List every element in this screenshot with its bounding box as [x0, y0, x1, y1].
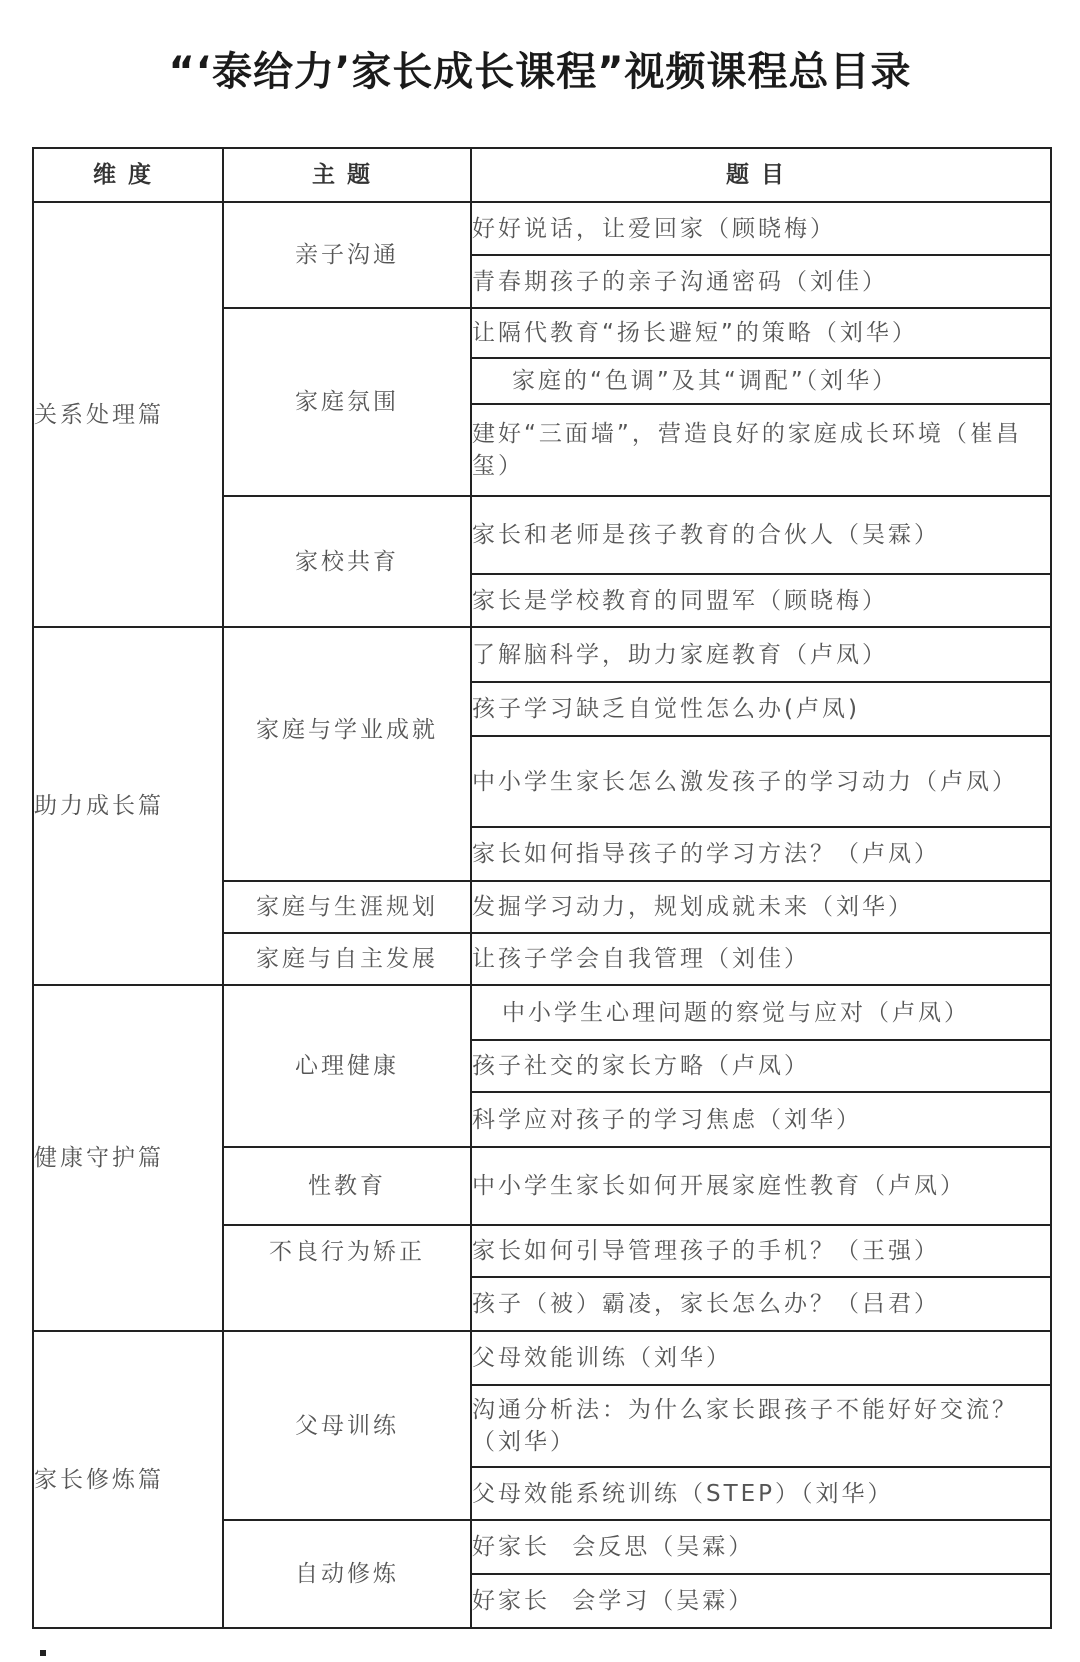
table-row — [33, 1331, 1051, 1385]
table-row — [33, 202, 1051, 255]
topic-cell: 亲子沟通 — [223, 202, 471, 308]
item-cell: 父母效能训练（刘华） — [471, 1331, 1051, 1385]
item-cell: 家长如何引导管理孩子的手机？（王强） — [471, 1225, 1051, 1277]
item-cell: 好好说话，让爱回家（顾晓梅） — [471, 202, 1051, 255]
item-cell: 孩子社交的家长方略（卢凤） — [471, 1040, 1051, 1092]
dimension-cell: 家长修炼篇 — [33, 1331, 223, 1628]
item-cell: 父母效能系统训练（STEP）（刘华） — [471, 1467, 1051, 1520]
item-cell: 好家长 会反思（吴霖） — [471, 1520, 1051, 1574]
item-cell: 科学应对孩子的学习焦虑（刘华） — [471, 1092, 1051, 1147]
table-row — [33, 627, 1051, 682]
dimension-cell: 健康守护篇 — [33, 985, 223, 1331]
item-cell: 了解脑科学，助力家庭教育（卢凤） — [471, 627, 1051, 682]
course-catalog-table — [32, 147, 1052, 1629]
dimension-cell: 助力成长篇 — [33, 627, 223, 985]
page-edge-mark — [40, 1650, 46, 1656]
topic-cell: 家庭氛围 — [223, 308, 471, 496]
header-item: 题目 — [471, 148, 1051, 202]
topic-cell: 家庭与学业成就 — [223, 627, 471, 881]
table-header-row — [33, 148, 1051, 202]
item-cell: 沟通分析法：为什么家长跟孩子不能好好交流？（刘华） — [471, 1385, 1051, 1467]
item-cell: 家长是学校教育的同盟军（顾晓梅） — [471, 574, 1051, 627]
item-cell: 好家长 会学习（吴霖） — [471, 1574, 1051, 1628]
dimension-cell: 关系处理篇 — [33, 202, 223, 627]
item-cell: 孩子（被）霸凌，家长怎么办？（吕君） — [471, 1277, 1051, 1331]
item-cell: 家长和老师是孩子教育的合伙人（吴霖） — [471, 496, 1051, 574]
item-cell: 家庭的“色调”及其“调配”（刘华） — [471, 358, 1051, 404]
table-row — [33, 985, 1051, 1040]
item-cell: 青春期孩子的亲子沟通密码（刘佳） — [471, 255, 1051, 308]
topic-cell: 性教育 — [223, 1147, 471, 1225]
item-cell: 让隔代教育“扬长避短”的策略（刘华） — [471, 308, 1051, 358]
topic-cell: 心理健康 — [223, 985, 471, 1147]
topic-cell: 父母训练 — [223, 1331, 471, 1520]
topic-cell: 家庭与生涯规划 — [223, 881, 471, 933]
topic-cell: 自动修炼 — [223, 1520, 471, 1628]
header-topic: 主题 — [223, 148, 471, 202]
item-cell: 建好“三面墙”，营造良好的家庭成长环境（崔昌玺） — [471, 404, 1051, 496]
topic-cell: 不良行为矫正 — [223, 1225, 471, 1331]
topic-cell: 家校共育 — [223, 496, 471, 627]
item-cell: 中小学生家长怎么激发孩子的学习动力（卢凤） — [471, 736, 1051, 827]
item-cell: 发掘学习动力，规划成就未来（刘华） — [471, 881, 1051, 933]
item-cell: 中小学生家长如何开展家庭性教育（卢凤） — [471, 1147, 1051, 1225]
item-cell: 让孩子学会自我管理（刘佳） — [471, 933, 1051, 985]
item-cell: 中小学生心理问题的察觉与应对（卢凤） — [471, 985, 1051, 1040]
header-dimension: 维度 — [33, 148, 223, 202]
item-cell: 家长如何指导孩子的学习方法？（卢凤） — [471, 827, 1051, 881]
topic-cell: 家庭与自主发展 — [223, 933, 471, 985]
document-title: “‘泰给力’家长成长课程”视频课程总目录 — [168, 49, 912, 95]
item-cell: 孩子学习缺乏自觉性怎么办(卢凤) — [471, 682, 1051, 736]
